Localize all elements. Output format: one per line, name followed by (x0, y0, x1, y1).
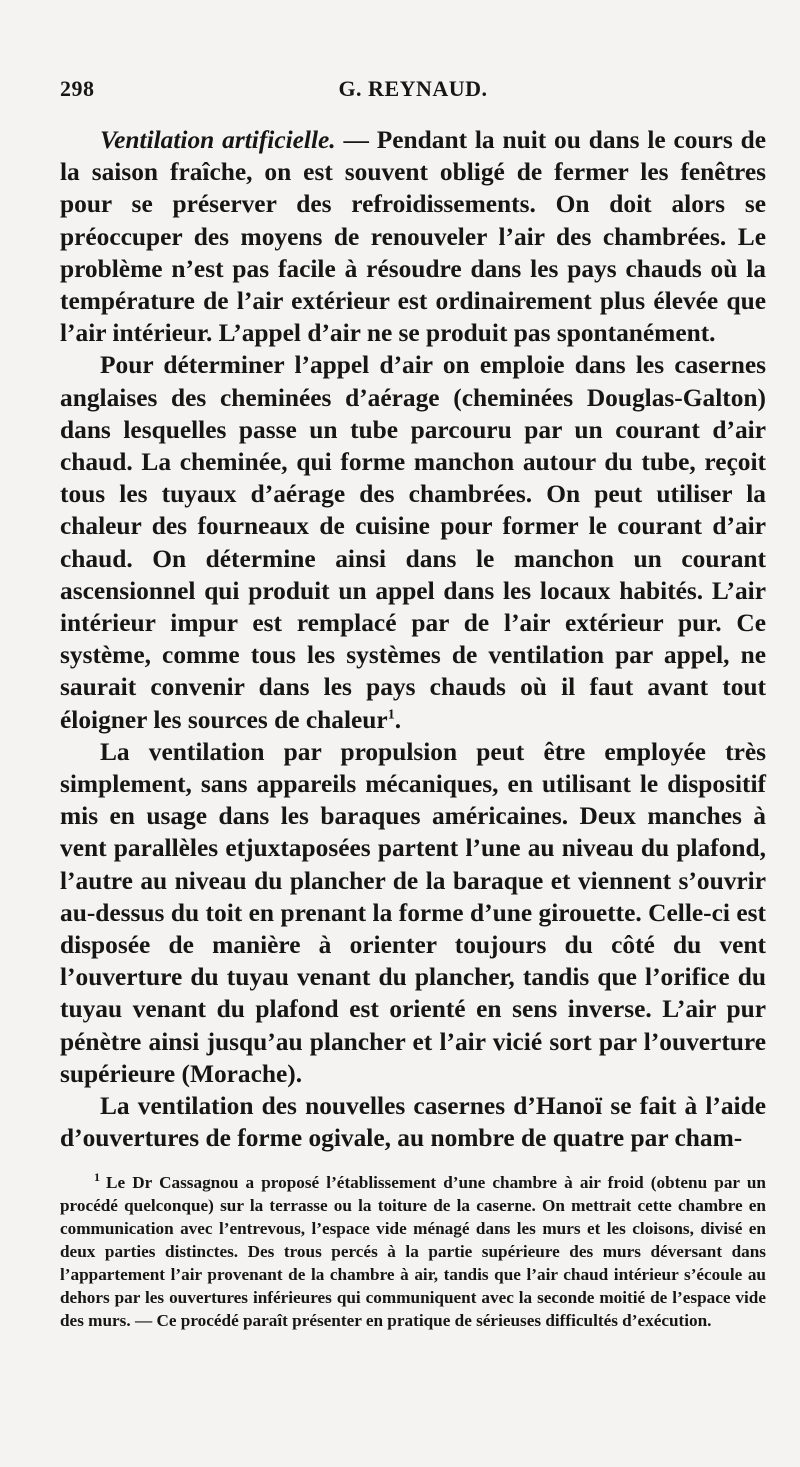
footnote-reference: 1 (387, 707, 395, 723)
footnote-text: Le Dr Cassagnou a proposé l’établissement d’une chambre à air froid (obtenu par un procédé quelconque) sur la terrasse ou la toiture de la caserne. On mettrait cette chambre en communication avec l’entrevous, l’espace vide ménagé dans les murs et les cloisons, divisé en deux parties distinctes. Des trous percés à la partie supérieure des murs déversant dans l’appartement l’air provenant de la chambre à air, tandis que l’air chaud intérieur s’écoule au dehors par les ouvertures inférieures qui communiquent avec la seconde moitié de l’espace vide des murs. — Ce procédé paraît présenter en pratique de sérieuses difficultés d’exécution. (60, 1172, 766, 1331)
running-head (60, 76, 766, 104)
paragraph-ventilation-artificielle (60, 124, 766, 349)
paragraph-hanoi (60, 1090, 766, 1154)
paragraph-1-text: — Pendant la nuit ou dans le cours de la saison fraîche, on est souvent obligé de fermer les fenêtres pour se préserver des refroidissements. On doit alors se préoccuper des moyens de renouveler l’air des chambrées. Le problème n’est pas facile à résoudre dans les pays chauds où la température de l’air extérieur est ordinairement plus élevée que l’air intérieur. L’appel d’air ne se produit pas spontanément. (60, 126, 766, 348)
paragraph-3-text: La ventilation par propulsion peut être employée très simplement, sans appareils mécaniques, en utilisant le dispositif mis en usage dans les baraques américaines. Deux manches à vent parallèles etjuxtaposées partent l’une au niveau du plafond, l’autre au niveau du plancher de la baraque et viennent s’ouvrir au-dessus du toit en prenant la forme d’une girouette. Celle-ci est disposée de manière à orienter toujours du côté du vent l’ouverture du tuyau venant du plancher, tandis que l’orifice du tuyau venant du plafond est orienté en sens inverse. L’air pur pénètre ainsi jusqu’au plancher et l’air vicié sort par l’ouverture supérieure (Morache). (60, 737, 766, 1088)
running-title: G. REYNAUD. (338, 76, 488, 101)
footnote-mark: 1 (94, 1169, 100, 1184)
paragraph-appel-air (60, 349, 766, 735)
footnotes (60, 1171, 766, 1333)
book-page (60, 76, 766, 1332)
section-title: Ventilation artificielle. (100, 126, 336, 154)
paragraph-4-text: La ventilation des nouvelles casernes d’Hanoï se fait à l’aide d’ouvertures de forme ogivale, au nombre de quatre par cham- (60, 1092, 766, 1153)
paragraph-2-end: . (394, 705, 402, 734)
footnote (60, 1171, 766, 1333)
paragraph-propulsion (60, 736, 766, 1090)
paragraph-2-text: Pour déterminer l’appel d’air on emploie dans les casernes anglaises des cheminées d’aérage (cheminées Douglas-Galton) dans lesquelles passe un tube parcouru par un courant d’air chaud. La cheminée, qui forme manchon autour du tube, reçoit tous les tuyaux d’aérage des chambrées. On peut utiliser la chaleur des fourneaux de cuisine pour former le courant d’air chaud. On détermine ainsi dans le manchon un courant ascensionnel qui produit un appel dans les locaux habités. L’air intérieur impur est remplacé par de l’air extérieur pur. Ce système, comme tous les systèmes de ventilation par appel, ne saurait convenir dans les pays chauds où il faut avant tout éloigner les sources de chaleur (60, 351, 766, 734)
body-text (60, 124, 766, 1155)
footnote-paragraph (60, 1171, 766, 1333)
page-number: 298 (60, 76, 95, 101)
